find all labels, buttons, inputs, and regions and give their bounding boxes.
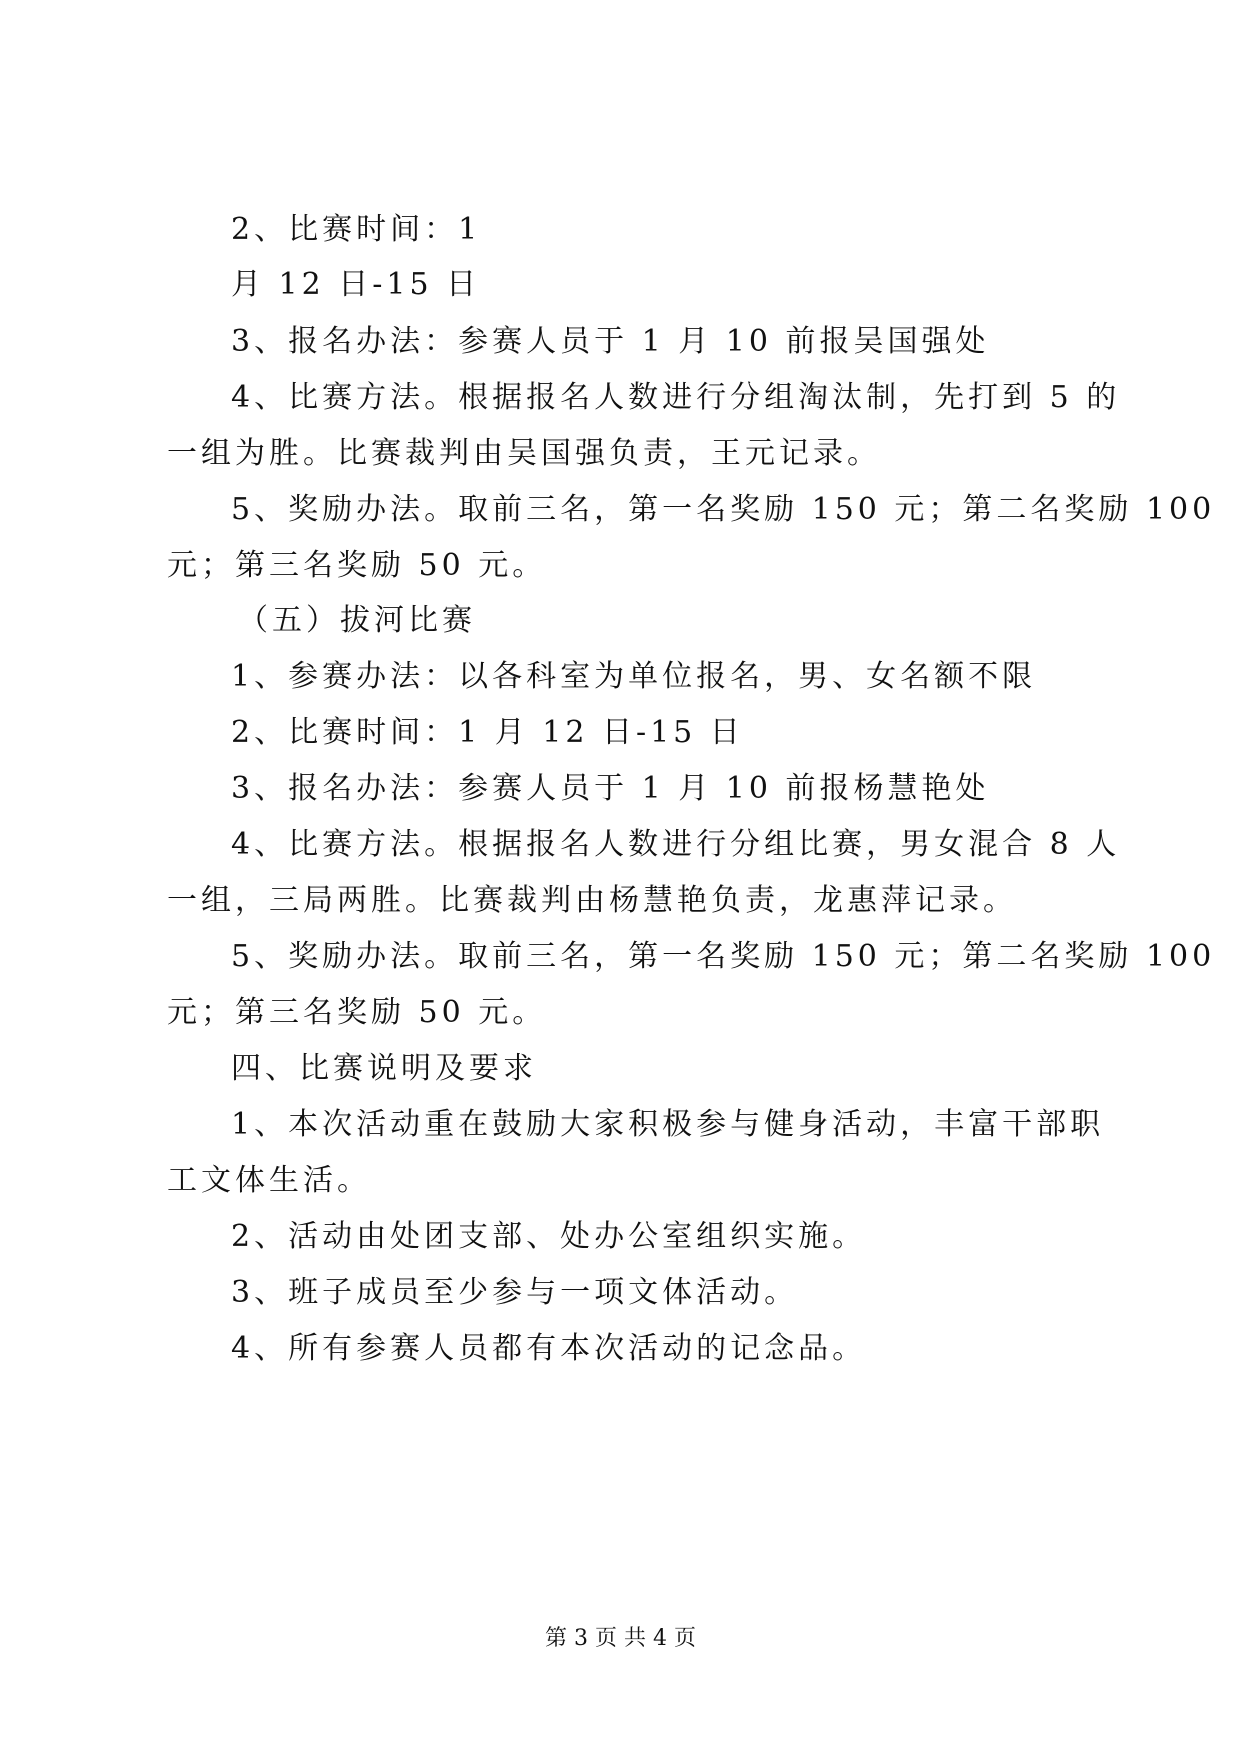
section-heading-tug-of-war: （五）拔河比赛 xyxy=(238,603,476,638)
text-line-race-time-2: 2、比赛时间：1 月 12 日-15 日 xyxy=(231,715,744,750)
text-line-method-2: 4、比赛方法。根据报名人数进行分组比赛，男女混合 8 人 xyxy=(231,827,1121,862)
text-line-method-1-cont: 一组为胜。比赛裁判由吴国强负责，王元记录。 xyxy=(167,436,881,471)
text-line-requirement-1-cont: 工文体生活。 xyxy=(167,1163,371,1198)
text-line-requirement-3: 3、班子成员至少参与一项文体活动。 xyxy=(231,1275,799,1310)
text-line-requirement-2: 2、活动由处团支部、处办公室组织实施。 xyxy=(231,1219,867,1254)
text-line-reward-1-cont: 元；第三名奖励 50 元。 xyxy=(167,548,547,583)
text-line-requirement-1: 1、本次活动重在鼓励大家积极参与健身活动，丰富干部职 xyxy=(231,1107,1105,1142)
text-line-method-1: 4、比赛方法。根据报名人数进行分组淘汰制，先打到 5 的 xyxy=(231,380,1121,415)
text-line-signup-2: 3、报名办法：参赛人员于 1 月 10 前报杨慧艳处 xyxy=(231,771,990,806)
text-line-reward-1: 5、奖励办法。取前三名，第一名奖励 150 元；第二名奖励 100 xyxy=(231,492,1216,527)
page-number-footer: 第 3 页 共 4 页 xyxy=(545,1626,696,1651)
section-heading-requirements: 四、比赛说明及要求 xyxy=(231,1051,537,1086)
text-line-reward-2-cont: 元；第三名奖励 50 元。 xyxy=(167,995,547,1030)
text-line-participation: 1、参赛办法：以各科室为单位报名，男、女名额不限 xyxy=(231,659,1037,694)
text-line-signup-1: 3、报名办法：参赛人员于 1 月 10 前报吴国强处 xyxy=(231,324,990,359)
text-line-race-time-1: 2、比赛时间：1 xyxy=(231,212,482,247)
text-line-requirement-4: 4、所有参赛人员都有本次活动的记念品。 xyxy=(231,1331,867,1366)
text-line-race-time-1-cont: 月 12 日-15 日 xyxy=(231,267,481,302)
text-line-reward-2: 5、奖励办法。取前三名，第一名奖励 150 元；第二名奖励 100 xyxy=(231,939,1216,974)
text-line-method-2-cont: 一组，三局两胜。比赛裁判由杨慧艳负责，龙惠萍记录。 xyxy=(167,883,1017,918)
